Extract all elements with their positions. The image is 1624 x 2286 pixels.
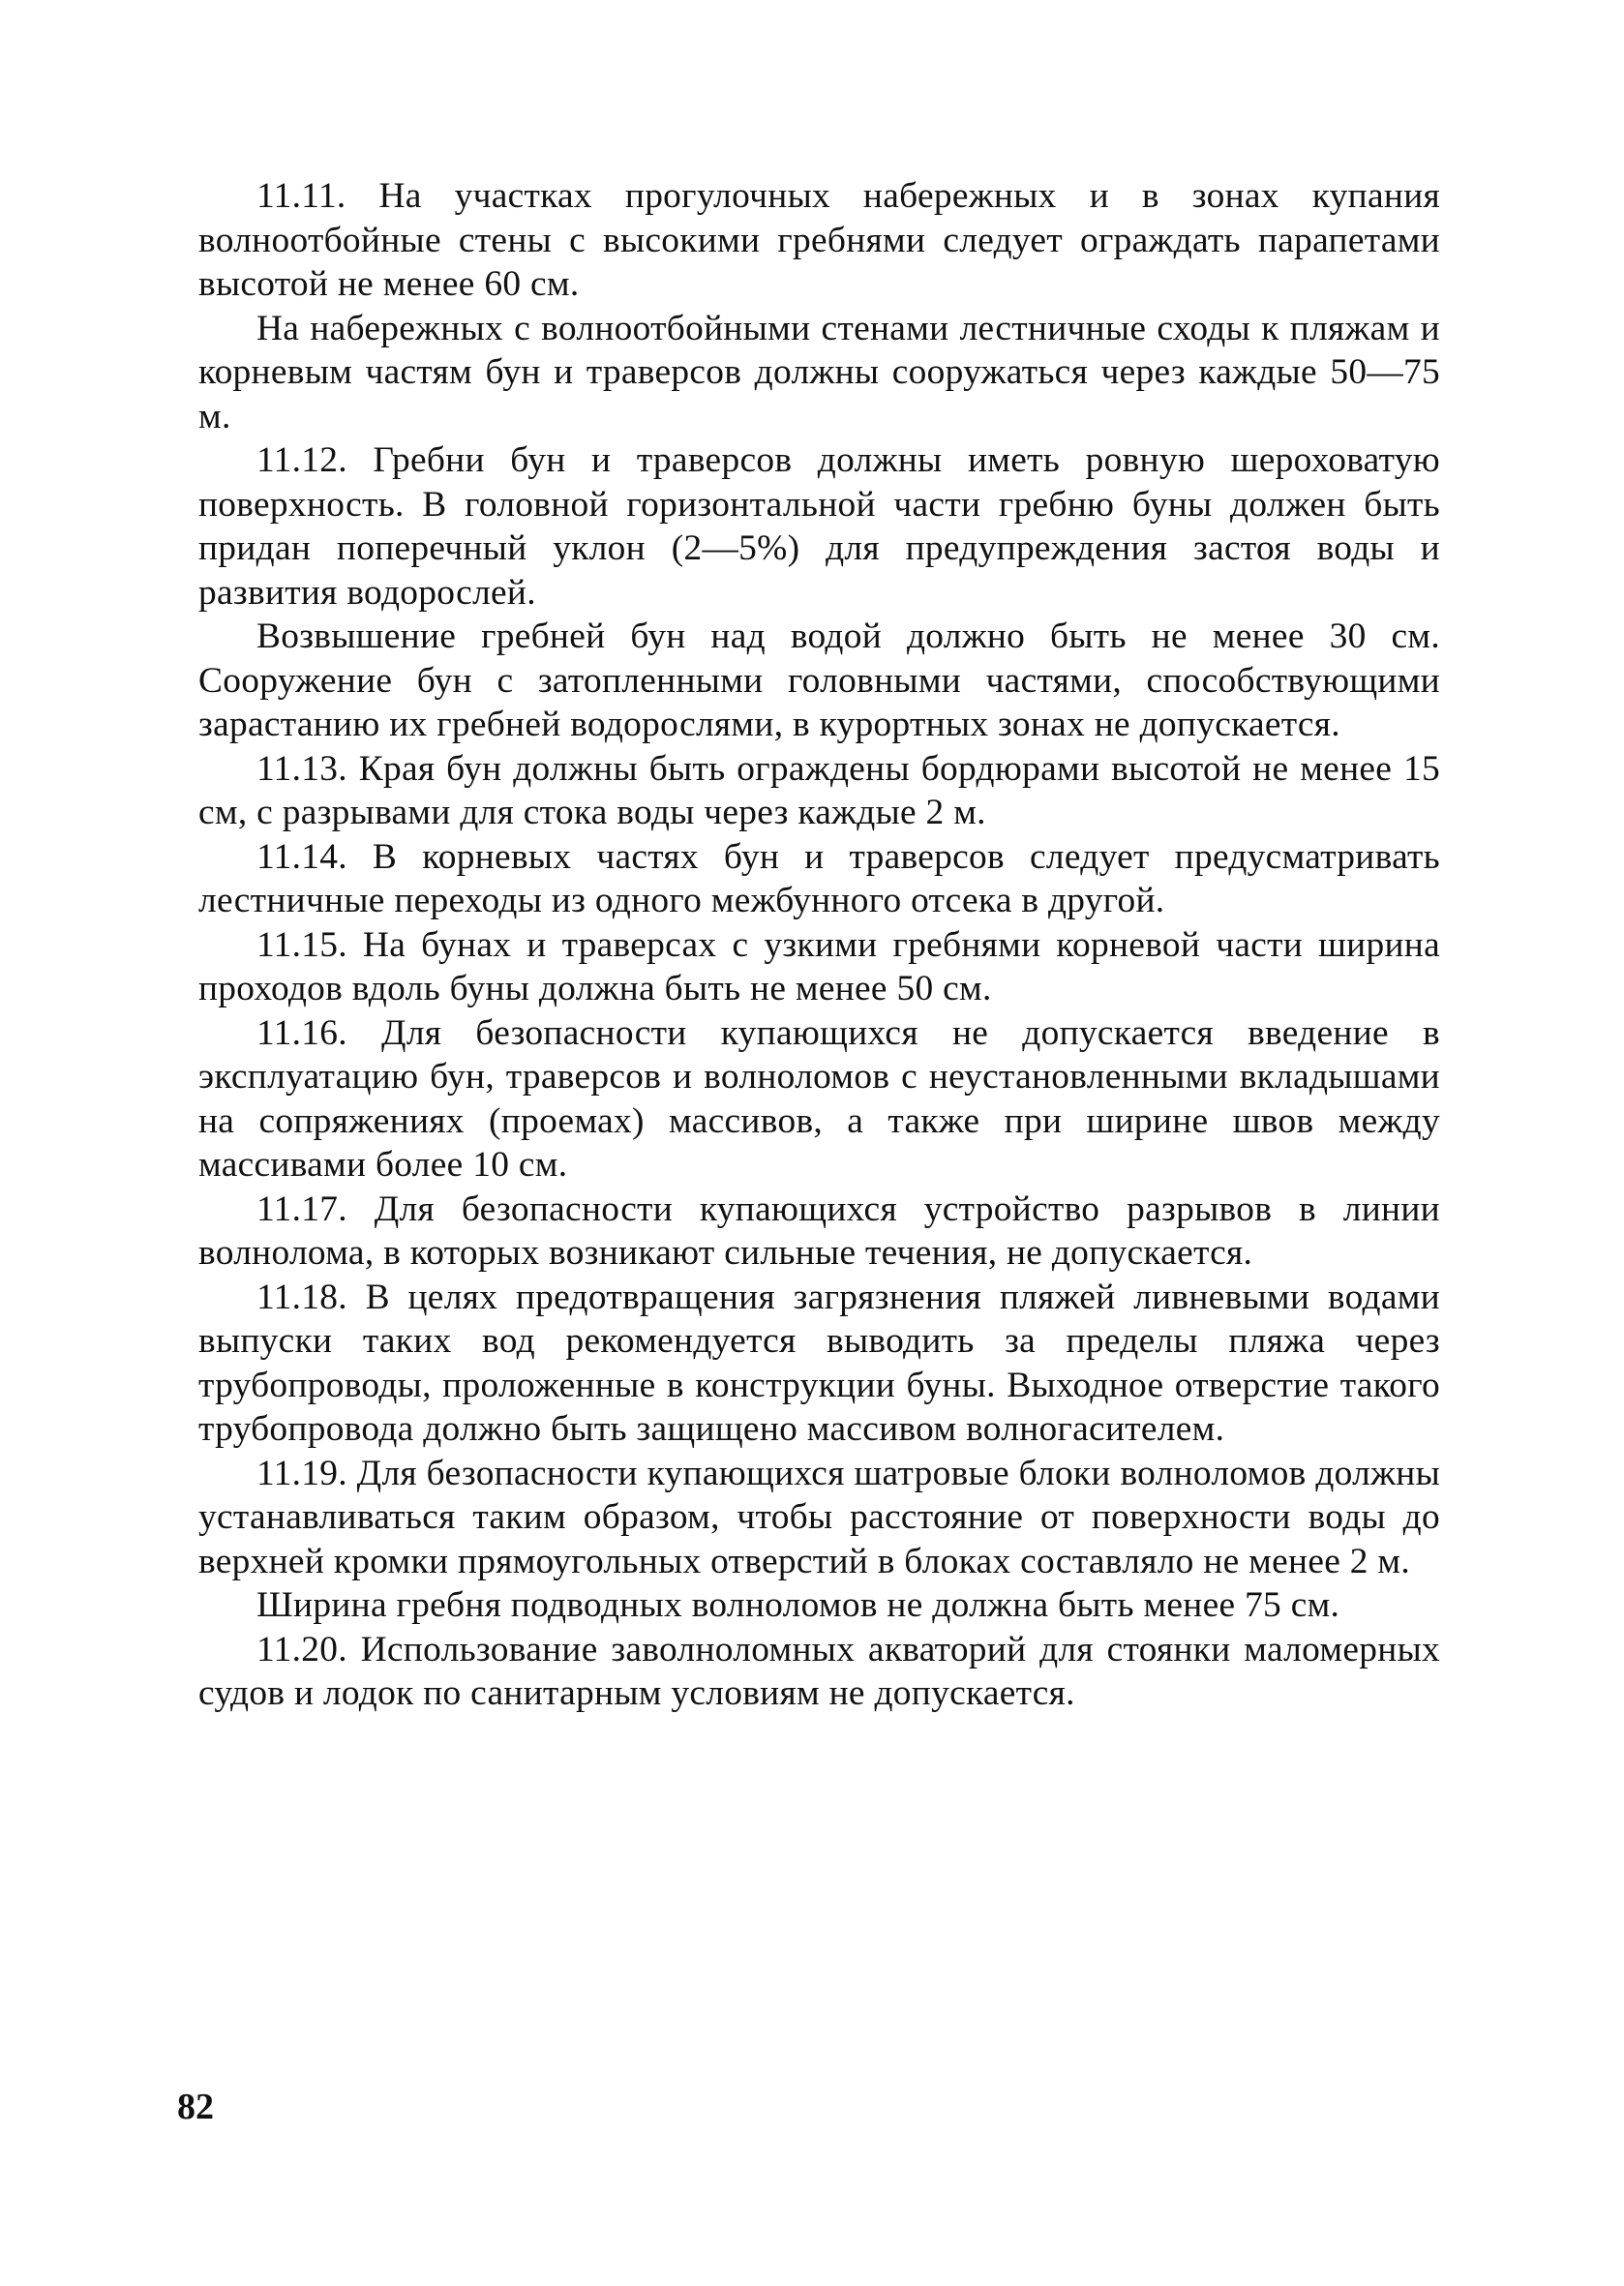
paragraph-11-14: 11.14. В корневых частях бун и траверсов следует предусматривать лестничные переходы из одного межбунного отсека в другой. bbox=[198, 836, 1440, 920]
paragraph-11-15: 11.15. На бунах и траверсах с узкими гребнями корневой части ширина проходов вдоль буны должна быть не менее 50 см. bbox=[198, 924, 1440, 1008]
paragraph-11-11: 11.11. На участках прогулочных набережных и в зонах купания волноотбойные стены с высокими гребнями следует ограждать парапетами высотой не менее 60 см. bbox=[198, 176, 1440, 304]
document-body bbox=[198, 174, 1440, 1716]
page-number: 82 bbox=[177, 2087, 214, 2127]
paragraph-11-12: 11.12. Гребни бун и траверсов должны иметь ровную шероховатую поверхность. В головной горизонтальной части гребню буны должен быть придан поперечный уклон (2—5%) для предупреждения застоя воды и развития водорослей. bbox=[198, 440, 1440, 613]
paragraph-11-13: 11.13. Края бун должны быть ограждены бордюрами высотой не менее 15 см, с разрывами для стока воды через каждые 2 м. bbox=[198, 748, 1440, 832]
paragraph-elevation: Возвышение гребней бун над водой должно быть не менее 30 см. Сооружение бун с затопленными головными частями, способствующими зарастанию их гребней водорослями, в курортных зонах не допускается. bbox=[198, 617, 1440, 744]
paragraph-11-17: 11.17. Для безопасности купающихся устройство разрывов в линии волнолома, в которых возникают сильные течения, не допускается. bbox=[198, 1188, 1440, 1273]
paragraph-11-18: 11.18. В целях предотвращения загрязнения пляжей ливневыми водами выпуски таких вод рекомендуется выводить за пределы пляжа через трубопроводы, проложенные в конструкции буны. Выходное отверстие такого трубопровода должно быть защищено массивом волногасителем. bbox=[198, 1277, 1440, 1449]
paragraph-crest-width: Ширина гребня подводных волноломов не должна быть менее 75 см. bbox=[256, 1585, 1340, 1625]
paragraph-11-20: 11.20. Использование заволноломных акваторий для стоянки маломерных судов и лодок по санитарным условиям не допускается. bbox=[198, 1629, 1440, 1713]
paragraph-11-19: 11.19. Для безопасности купающихся шатровые блоки волноломов должны устанавливаться таким образом, чтобы расстояние от поверхности воды до верхней кромки прямоугольных отверстий в блоках составляло не менее 2 м. bbox=[198, 1453, 1440, 1581]
paragraph-11-16: 11.16. Для безопасности купающихся не допускается введение в эксплуатацию бун, траверсов и волноломов с неустановленными вкладышами на сопряжениях (проемах) массивов, а также при ширине швов между массивами более 10 см. bbox=[198, 1012, 1440, 1185]
paragraph-stairs: На набережных с волноотбойными стенами лестничные сходы к пляжам и корневым частям бун и траверсов должны сооружаться через каждые 50—75 м. bbox=[198, 308, 1440, 436]
